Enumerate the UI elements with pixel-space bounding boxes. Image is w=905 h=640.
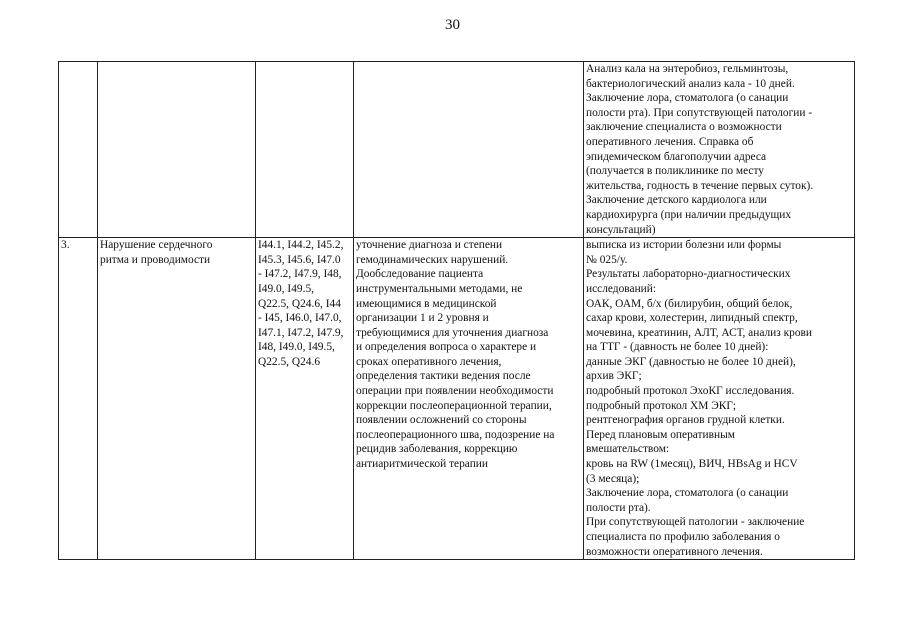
icd-codes-cell xyxy=(256,238,354,560)
text-line: Анализ кала на энтеробиоз, гельминтозы, xyxy=(586,63,789,75)
required-documents-cell xyxy=(584,238,855,560)
text-line: Заключение детского кардиолога или xyxy=(586,194,767,207)
text-line: подробный протокол ЭхоКГ исследования. xyxy=(586,385,795,398)
diagnosis-name-cell xyxy=(98,238,256,560)
text-line: исследований: xyxy=(586,282,657,295)
text-line: полости рта). При сопутствующей патологии - xyxy=(586,106,813,119)
text-line: Дообследование пациента xyxy=(356,268,484,281)
text-line: антиаритмической терапии xyxy=(356,458,488,471)
text-line: I49.0, I49.5, xyxy=(258,282,314,295)
text-line: сроках оперативного лечения, xyxy=(356,355,502,368)
text-line: рентгенография органов грудной клетки. xyxy=(586,414,785,427)
text-line: - I47.2, I47.9, I48, xyxy=(258,268,342,281)
text-line: операции при появлении необходимости xyxy=(356,385,554,398)
text-line: мочевина, креатинин, АЛТ, АСТ, анализ крови xyxy=(586,326,813,339)
text-line: появлении осложнений со стороны xyxy=(356,414,527,427)
text-line: I44.1, I44.2, I45.2, xyxy=(258,239,344,252)
text-line: имеющимися в медицинской xyxy=(356,297,497,310)
text-line: кардиохирурга (при наличии предыдущих xyxy=(586,208,792,221)
required-documents-cell xyxy=(584,62,855,238)
text-line: ритма и проводимости xyxy=(100,253,211,266)
text-line: организации 1 и 2 уровня и xyxy=(356,312,489,325)
text-line: гемодинамических нарушений. xyxy=(356,253,509,266)
requirements-table xyxy=(58,61,855,560)
text-line: Заключение лора, стоматолога (о санации xyxy=(586,487,789,500)
diagnosis-name-cell xyxy=(98,62,256,238)
text-line: данные ЭКГ (давностью не более 10 дней), xyxy=(586,355,796,368)
text-line: - I45, I46.0, I47.0, xyxy=(258,312,342,325)
text-line: При сопутствующей патологии - заключение xyxy=(586,516,805,529)
text-line: полости рта). xyxy=(586,501,651,514)
text-line: заключение специалиста о возможности xyxy=(586,121,782,134)
text-line: коррекции послеоперационной терапии, xyxy=(356,399,552,412)
text-line: Результаты лабораторно-диагностических xyxy=(586,268,791,281)
text-line: кровь на RW (1месяц), ВИЧ, HBsAg и HCV xyxy=(586,458,798,471)
row-number-cell xyxy=(59,62,98,238)
text-line: специалиста по профилю заболевания о xyxy=(586,531,780,543)
icd-codes-cell xyxy=(256,62,354,238)
text-line: архив ЭКГ; xyxy=(586,370,642,383)
text-line: I45.3, I45.6, I47.0 xyxy=(258,253,341,266)
text-line: Нарушение сердечного xyxy=(100,239,213,252)
text-line: определения тактики ведения после xyxy=(356,370,531,383)
text-line: № 025/у. xyxy=(586,253,628,266)
text-line: выписка из истории болезни или формы xyxy=(586,239,782,252)
text-line: ОАК, ОАМ, б/х (билирубин, общий белок, xyxy=(586,297,793,310)
table-body xyxy=(59,62,855,560)
text-line: Q22.5, Q24.6 xyxy=(258,355,321,368)
text-line: рецидив заболевания, коррекцию xyxy=(356,443,518,456)
referral-goal-cell xyxy=(354,62,584,238)
text-line: уточнение диагноза и степени xyxy=(356,239,503,252)
text-line: возможности оперативного лечения. xyxy=(586,545,763,558)
text-line: требующимися для уточнения диагноза xyxy=(356,326,549,339)
text-line: вмешательством: xyxy=(586,443,670,456)
text-line: бактериологический анализ кала - 10 дней. xyxy=(586,77,795,90)
text-line: консультаций) xyxy=(586,223,656,236)
page-number: 30 xyxy=(445,17,460,33)
text-line: жительства, годность в течение первых суток). xyxy=(586,179,814,192)
text-line: (3 месяца); xyxy=(586,472,640,485)
text-line: на ТТГ - (давность не более 10 дней): xyxy=(586,341,769,354)
text-line: Q22.5, Q24.6, I44 xyxy=(258,297,341,310)
text-line: послеоперационного шва, подозрение на xyxy=(356,428,555,441)
text-line: сахар крови, холестерин, липидный спектр, xyxy=(586,312,798,325)
text-line: подробный протокол ХМ ЭКГ; xyxy=(586,399,737,412)
referral-goal-cell xyxy=(354,238,584,560)
text-line: оперативного лечения. Справка об xyxy=(586,135,754,148)
table-row xyxy=(59,62,855,238)
text-line: I48, I49.0, I49.5, xyxy=(258,341,335,354)
text-line: (получается в поликлинике по месту xyxy=(586,165,764,178)
text-line: эпидемическом благополучии адреса xyxy=(586,150,767,163)
text-line: Заключение лора, стоматолога (о санации xyxy=(586,92,789,105)
text-line: инструментальными методами, не xyxy=(356,282,523,295)
table-row xyxy=(59,238,855,560)
text-line: Перед плановым оперативным xyxy=(586,428,735,441)
text-line: I47.1, I47.2, I47.9, xyxy=(258,326,344,339)
text-line: и определения вопроса о характере и xyxy=(356,341,537,354)
row-number-cell: 3. xyxy=(59,238,98,560)
